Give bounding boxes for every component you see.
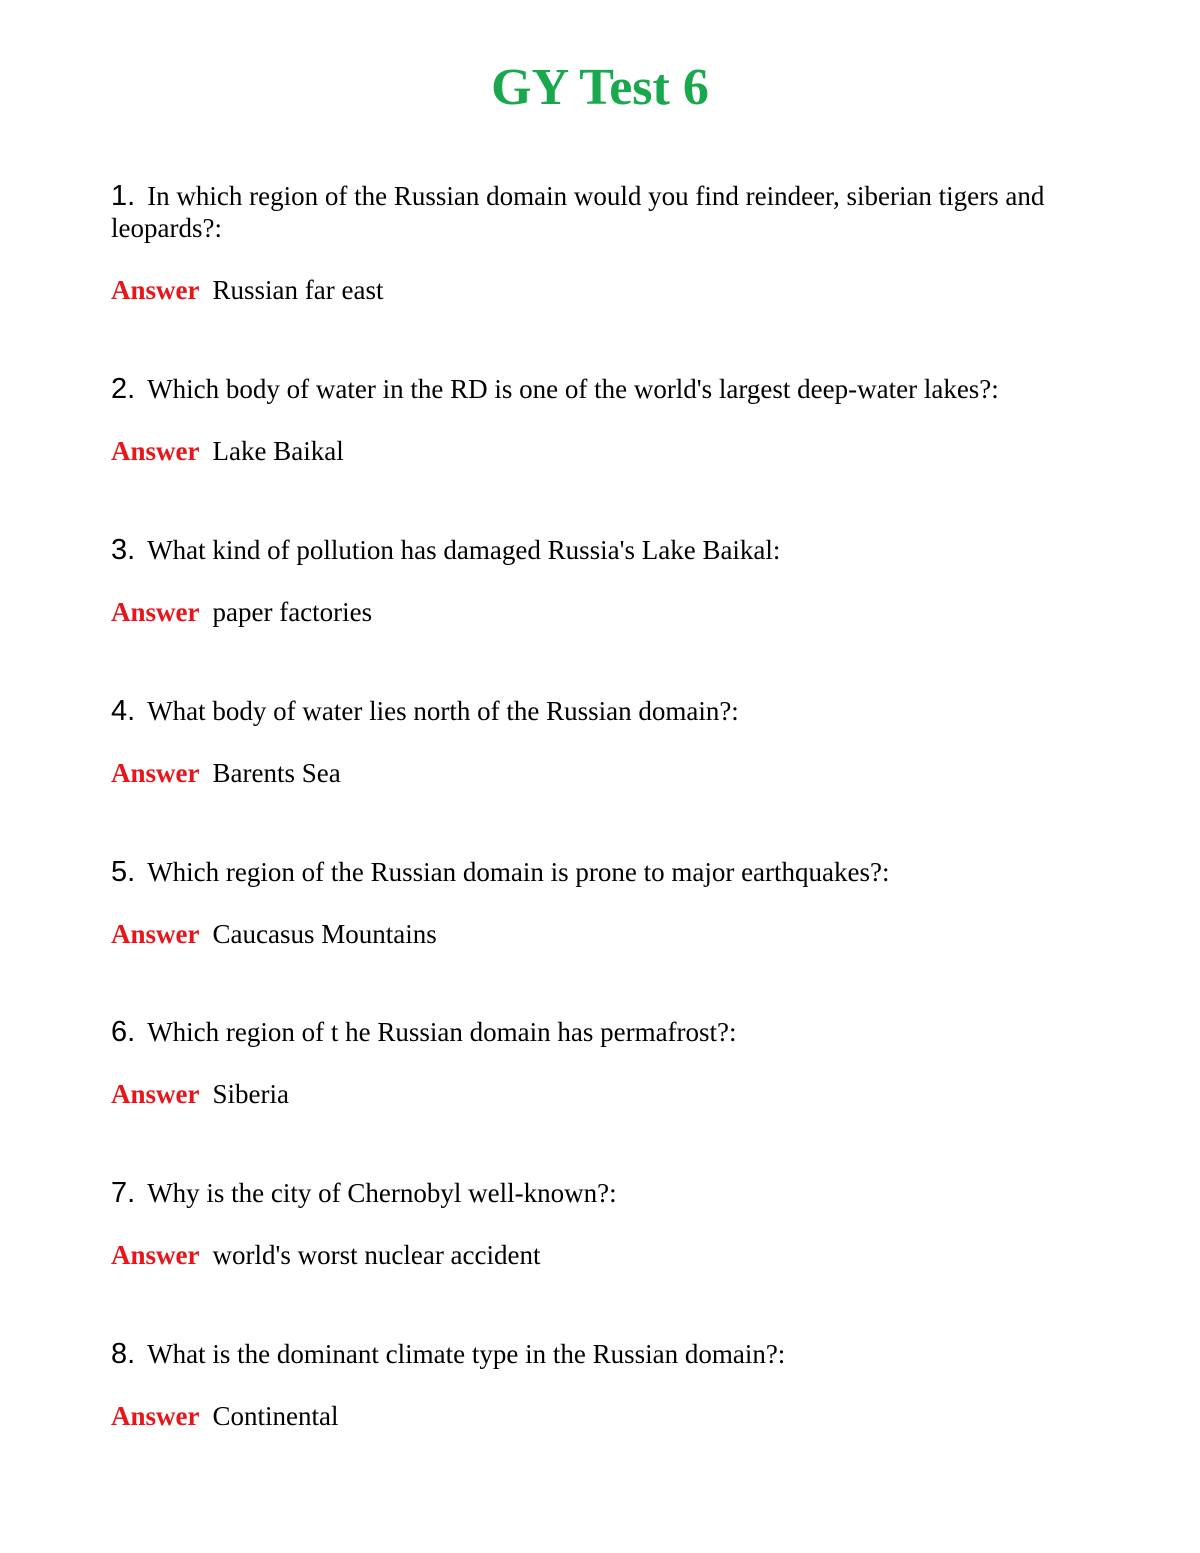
question-number: 4. bbox=[111, 695, 136, 727]
answer-text: Lake Baikal bbox=[212, 436, 344, 466]
answer-label: Answer bbox=[111, 1079, 200, 1109]
answer-text: Russian far east bbox=[212, 275, 384, 305]
question-label: Which region of t he Russian domain has permafrost?: bbox=[147, 1017, 737, 1047]
question-block-8 bbox=[111, 1338, 1091, 1432]
question-text bbox=[111, 534, 1091, 566]
question-block-4 bbox=[111, 695, 1091, 789]
answer-label: Answer bbox=[111, 597, 200, 627]
question-number: 6. bbox=[111, 1016, 136, 1048]
question-block-3 bbox=[111, 534, 1091, 628]
answer-label: Answer bbox=[111, 1401, 200, 1431]
question-number: 7. bbox=[111, 1177, 136, 1209]
answer-label: Answer bbox=[111, 275, 200, 305]
answer-label: Answer bbox=[111, 919, 200, 949]
question-block-6 bbox=[111, 1016, 1091, 1110]
question-block-7 bbox=[111, 1177, 1091, 1271]
question-number: 3. bbox=[111, 534, 136, 566]
answer-label: Answer bbox=[111, 436, 200, 466]
answer-text: Barents Sea bbox=[212, 758, 341, 788]
question-text bbox=[111, 695, 1091, 727]
answer-label: Answer bbox=[111, 1240, 200, 1270]
question-block-1 bbox=[111, 180, 1091, 306]
question-label: Which body of water in the RD is one of the world's largest deep-water lakes?: bbox=[147, 374, 999, 404]
answer-row bbox=[111, 596, 1091, 628]
answer-row bbox=[111, 1078, 1091, 1110]
question-number: 8. bbox=[111, 1338, 136, 1370]
answer-text: world's worst nuclear accident bbox=[212, 1240, 541, 1270]
answer-row bbox=[111, 757, 1091, 789]
question-label: Why is the city of Chernobyl well-known?: bbox=[147, 1178, 617, 1208]
question-block-5 bbox=[111, 856, 1091, 950]
answer-row bbox=[111, 274, 1091, 306]
question-text bbox=[111, 180, 1091, 244]
answer-row bbox=[111, 435, 1091, 467]
question-label: What body of water lies north of the Russian domain?: bbox=[147, 696, 739, 726]
question-text bbox=[111, 373, 1091, 405]
question-number: 5. bbox=[111, 856, 136, 888]
answer-row bbox=[111, 1400, 1091, 1432]
question-label: What is the dominant climate type in the Russian domain?: bbox=[147, 1339, 786, 1369]
page-title: GY Test 6 bbox=[491, 59, 709, 116]
question-text bbox=[111, 1338, 1091, 1370]
question-label: In which region of the Russian domain would you find reindeer, siberian tigers and leopards?: bbox=[111, 181, 1045, 243]
answer-text: paper factories bbox=[212, 597, 373, 627]
answer-label: Answer bbox=[111, 758, 200, 788]
question-number: 2. bbox=[111, 373, 136, 405]
question-text bbox=[111, 1177, 1091, 1209]
answer-row bbox=[111, 918, 1091, 950]
question-block-2 bbox=[111, 373, 1091, 467]
question-label: Which region of the Russian domain is prone to major earthquakes?: bbox=[147, 857, 890, 887]
question-number: 1. bbox=[111, 180, 136, 212]
answer-text: Continental bbox=[212, 1401, 339, 1431]
answer-row bbox=[111, 1239, 1091, 1271]
answer-text: Caucasus Mountains bbox=[212, 919, 437, 949]
answer-text: Siberia bbox=[212, 1079, 289, 1109]
question-label: What kind of pollution has damaged Russia's Lake Baikal: bbox=[147, 535, 781, 565]
question-text bbox=[111, 1016, 1091, 1048]
question-text bbox=[111, 856, 1091, 888]
